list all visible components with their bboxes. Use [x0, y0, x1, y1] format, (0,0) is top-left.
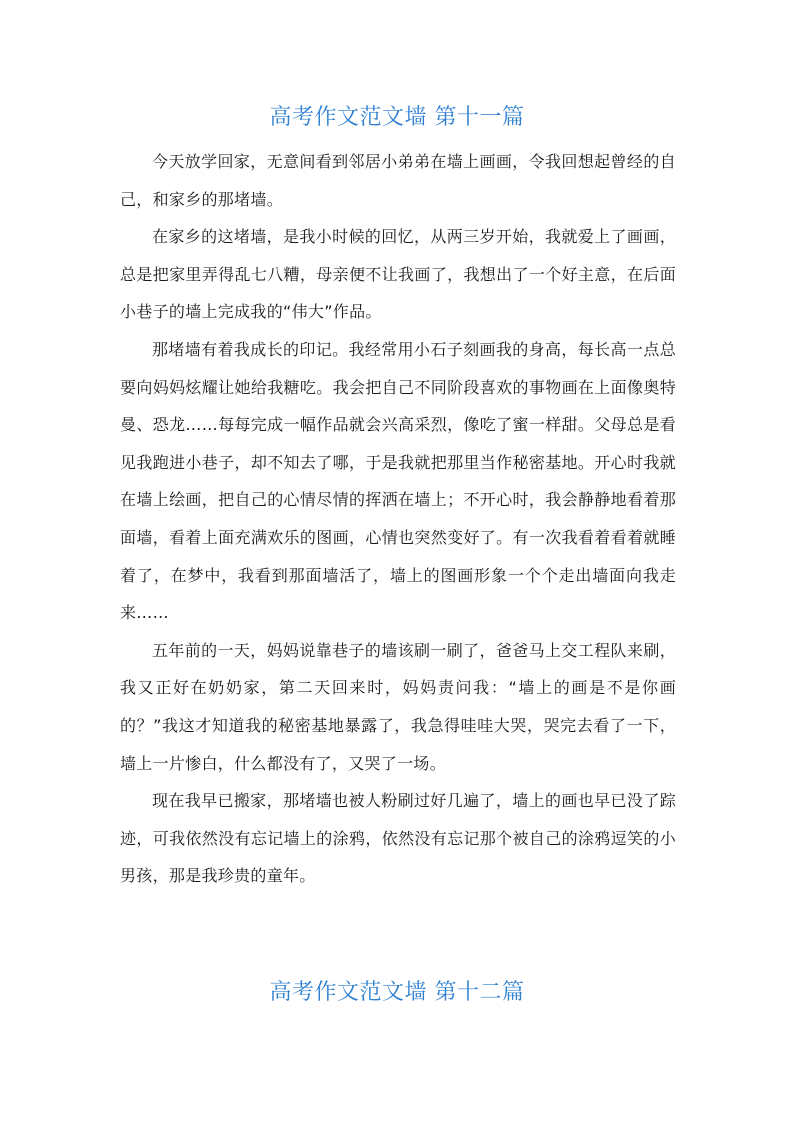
paragraph-4: 五年前的一天，妈妈说靠巷子的墙该刷一刷了，爸爸马上交工程队来刷，我又正好在奶奶家，第二天回来时，妈妈责问我：“墙上的画是不是你画的？”我这才知道我的秘密基地暴露了，我急得哇哇大哭，哭完去看了一下，墙上一片惨白，什么都没有了，又哭了一场。	[120, 640, 676, 773]
paragraph-5: 现在我早已搬家，那堵墙也被人粉刷过好几遍了，墙上的画也早已没了踪迹，可我依然没有忘记墙上的涂鸦，依然没有忘记那个被自己的涂鸦逗笑的小男孩，那是我珍贵的童年。	[120, 791, 676, 886]
paragraph-3: 那堵墙有着我成长的印记。我经常用小石子刻画我的身高，每长高一点总要向妈妈炫耀让她给我糖吃。我会把自己不同阶段喜欢的事物画在上面像奥特曼、恐龙……每每完成一幅作品就会兴高采烈，像吃了蜜一样甜。父母总是看见我跑进小巷子，却不知去了哪，于是我就把那里当作秘密基地。开心时我就在墙上绘画，把自己的心情尽情的挥洒在墙上；不开心时，我会静静地看着那面墙，看着上面充满欢乐的图画，心情也突然变好了。有一次我看着看着就睡着了，在梦中，我看到那面墙活了，墙上的图画形象一个个走出墙面向我走来……	[120, 339, 676, 623]
article-title: 高考作文范文墙 第十一篇	[269, 105, 525, 130]
paragraph-1: 今天放学回家，无意间看到邻居小弟弟在墙上画画，令我回想起曾经的自己，和家乡的那堵墙。	[120, 152, 676, 209]
article-body	[120, 143, 676, 895]
next-article-title: 高考作文范文墙 第十二篇	[269, 980, 525, 1005]
paragraph-2: 在家乡的这堵墙，是我小时候的回忆，从两三岁开始，我就爱上了画画，总是把家里弄得乱七八糟，母亲便不让我画了，我想出了一个好主意，在后面小巷子的墙上完成我的“伟大”作品。	[120, 227, 676, 322]
